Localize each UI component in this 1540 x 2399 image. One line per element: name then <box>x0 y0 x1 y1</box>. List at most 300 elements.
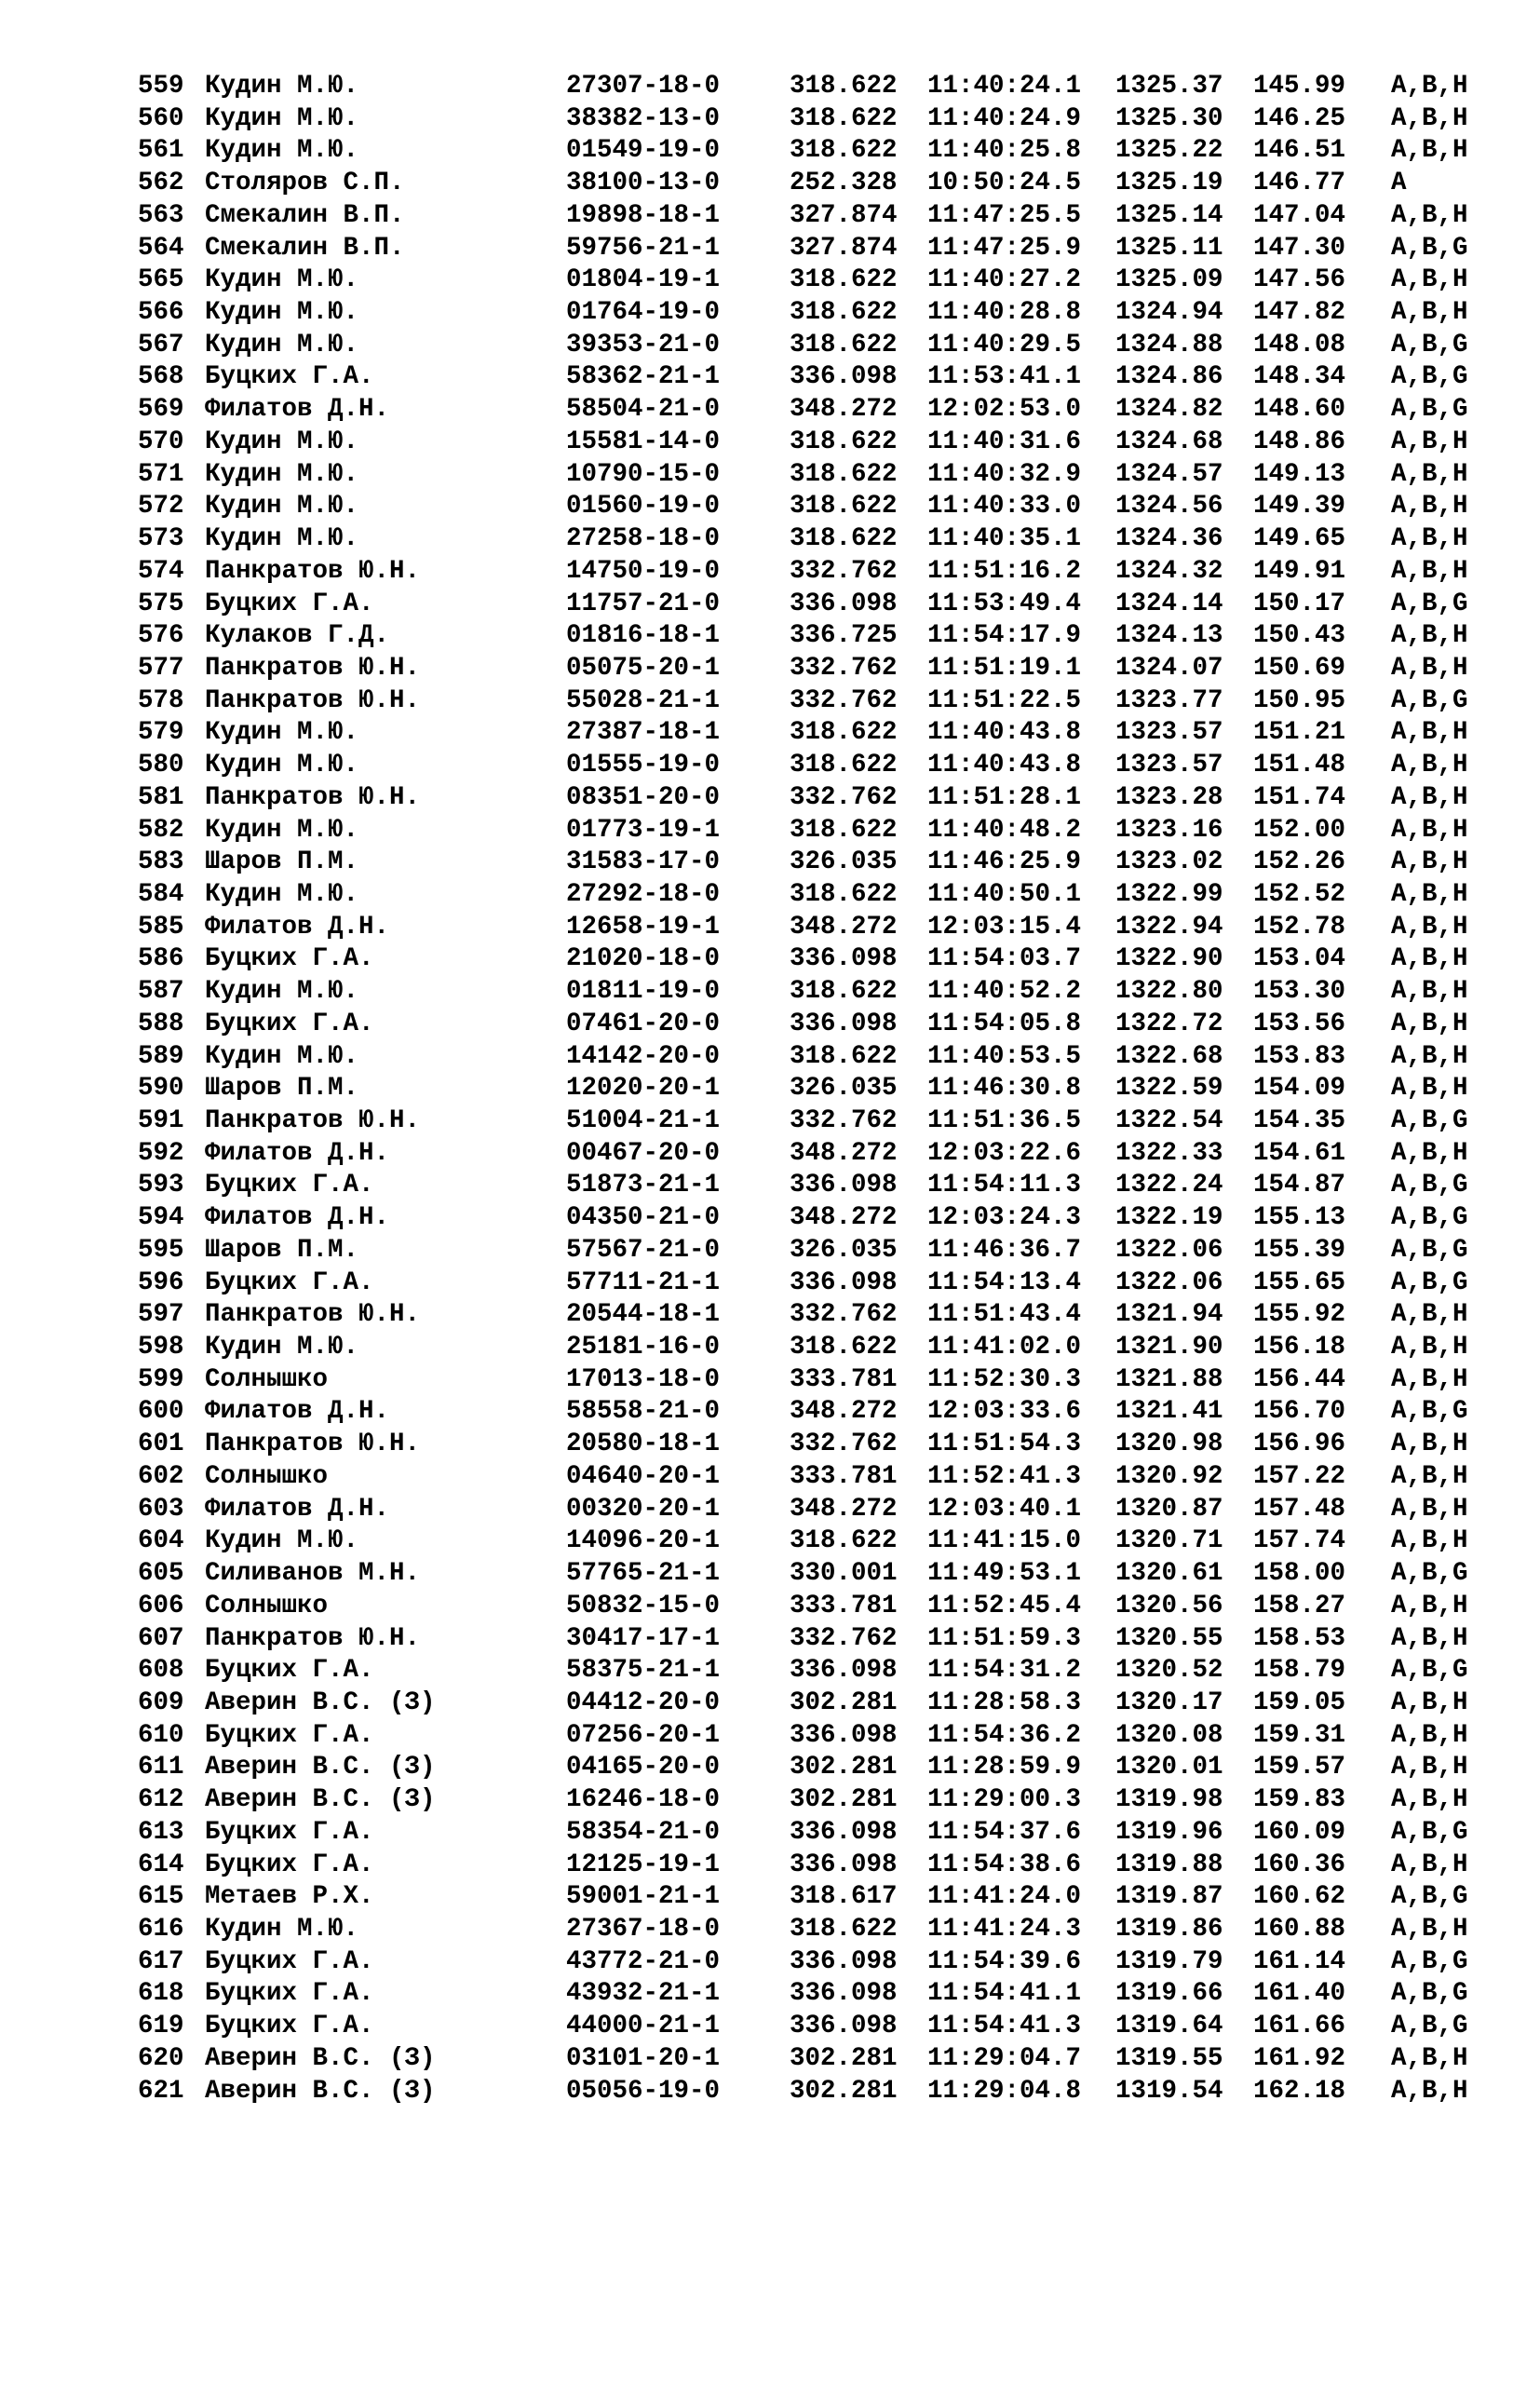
arrival-time: 11:52:45.4 <box>927 1591 1082 1620</box>
distance-km: 336.098 <box>790 1171 898 1200</box>
fancier-name: Аверин В.С. (З) <box>205 1687 436 1717</box>
speed-value: 1319.54 <box>1115 2076 1223 2106</box>
category-flags: A,B,H <box>1391 1785 1468 1815</box>
category-flags: A,B,G <box>1391 1979 1468 2009</box>
distance-km: 336.098 <box>790 362 898 392</box>
category-flags: A,B,H <box>1391 1720 1468 1750</box>
distance-km: 318.622 <box>790 330 898 359</box>
category-flags: A,B,H <box>1391 1591 1468 1620</box>
table-row <box>138 879 1479 912</box>
points-value: 154.35 <box>1253 1106 1346 1135</box>
category-flags: A,B,H <box>1391 136 1468 166</box>
distance-km: 302.281 <box>790 2076 898 2106</box>
points-value: 146.25 <box>1253 103 1346 133</box>
fancier-name: Солнышко <box>205 1364 329 1394</box>
fancier-name: Буцких Г.А. <box>205 1009 374 1038</box>
table-row <box>138 1073 1479 1105</box>
speed-value: 1325.37 <box>1115 72 1223 101</box>
distance-km: 332.762 <box>790 782 898 812</box>
speed-value: 1324.68 <box>1115 427 1223 456</box>
distance-km: 336.725 <box>790 621 898 651</box>
ring-number: 01555-19-0 <box>566 751 721 780</box>
speed-value: 1322.06 <box>1115 1267 1223 1297</box>
table-row <box>138 1202 1479 1235</box>
speed-value: 1323.77 <box>1115 685 1223 715</box>
fancier-name: Столяров С.П. <box>205 169 405 198</box>
speed-value: 1324.07 <box>1115 653 1223 683</box>
speed-value: 1322.80 <box>1115 977 1223 1007</box>
fancier-name: Филатов Д.Н. <box>205 1494 390 1524</box>
distance-km: 318.622 <box>790 265 898 295</box>
points-value: 152.26 <box>1253 847 1346 877</box>
points-value: 154.61 <box>1253 1138 1346 1168</box>
ring-number: 27387-18-1 <box>566 718 721 748</box>
speed-value: 1322.24 <box>1115 1171 1223 1200</box>
speed-value: 1324.36 <box>1115 524 1223 554</box>
table-row <box>138 1752 1479 1784</box>
arrival-time: 11:51:28.1 <box>927 782 1082 812</box>
category-flags: A,B,G <box>1391 1397 1468 1427</box>
arrival-time: 11:53:49.4 <box>927 589 1082 618</box>
speed-value: 1323.28 <box>1115 782 1223 812</box>
speed-value: 1320.08 <box>1115 1720 1223 1750</box>
points-value: 152.52 <box>1253 879 1346 909</box>
category-flags: A,B,H <box>1391 1687 1468 1717</box>
points-value: 152.00 <box>1253 815 1346 845</box>
category-flags: A,B,H <box>1391 751 1468 780</box>
place-number: 566 <box>138 298 184 328</box>
category-flags: A,B,H <box>1391 524 1468 554</box>
table-row <box>138 1170 1479 1202</box>
arrival-time: 11:29:00.3 <box>927 1785 1082 1815</box>
fancier-name: Аверин В.С. (З) <box>205 2043 436 2073</box>
table-row <box>138 1720 1479 1753</box>
table-row <box>138 1623 1479 1656</box>
category-flags: A,B,H <box>1391 1753 1468 1782</box>
fancier-name: Аверин В.С. (З) <box>205 1785 436 1815</box>
speed-value: 1319.66 <box>1115 1979 1223 2009</box>
ring-number: 10790-15-0 <box>566 459 721 489</box>
ring-number: 08351-20-0 <box>566 782 721 812</box>
ring-number: 01764-19-0 <box>566 298 721 328</box>
place-number: 588 <box>138 1009 184 1038</box>
distance-km: 336.098 <box>790 1009 898 1038</box>
speed-value: 1321.90 <box>1115 1333 1223 1362</box>
points-value: 149.39 <box>1253 492 1346 522</box>
fancier-name: Панкратов Ю.Н. <box>205 685 421 715</box>
distance-km: 326.035 <box>790 1235 898 1265</box>
place-number: 599 <box>138 1364 184 1394</box>
place-number: 592 <box>138 1138 184 1168</box>
fancier-name: Кудин М.Ю. <box>205 1041 359 1071</box>
table-row <box>138 1914 1479 1946</box>
distance-km: 318.622 <box>790 1914 898 1944</box>
points-value: 148.34 <box>1253 362 1346 392</box>
fancier-name: Кулаков Г.Д. <box>205 621 390 651</box>
points-value: 158.00 <box>1253 1559 1346 1589</box>
points-value: 153.04 <box>1253 944 1346 974</box>
speed-value: 1319.86 <box>1115 1914 1223 1944</box>
category-flags: A,B,G <box>1391 362 1468 392</box>
distance-km: 336.098 <box>790 2012 898 2041</box>
category-flags: A,B,H <box>1391 1623 1468 1653</box>
points-value: 146.51 <box>1253 136 1346 166</box>
points-value: 159.31 <box>1253 1720 1346 1750</box>
arrival-time: 12:03:24.3 <box>927 1203 1082 1233</box>
distance-km: 326.035 <box>790 1074 898 1104</box>
points-value: 155.65 <box>1253 1267 1346 1297</box>
fancier-name: Панкратов Ю.Н. <box>205 653 421 683</box>
speed-value: 1319.87 <box>1115 1882 1223 1912</box>
category-flags: A,B,H <box>1391 782 1468 812</box>
points-value: 153.56 <box>1253 1009 1346 1038</box>
speed-value: 1323.02 <box>1115 847 1223 877</box>
table-row <box>138 427 1479 459</box>
distance-km: 330.001 <box>790 1559 898 1589</box>
arrival-time: 11:54:17.9 <box>927 621 1082 651</box>
speed-value: 1324.94 <box>1115 298 1223 328</box>
distance-km: 318.617 <box>790 1882 898 1912</box>
distance-km: 327.874 <box>790 200 898 230</box>
place-number: 564 <box>138 233 184 263</box>
category-flags: A,B,H <box>1391 847 1468 877</box>
arrival-time: 11:40:24.9 <box>927 103 1082 133</box>
place-number: 618 <box>138 1979 184 2009</box>
place-number: 570 <box>138 427 184 456</box>
ring-number: 21020-18-0 <box>566 944 721 974</box>
arrival-time: 11:49:53.1 <box>927 1559 1082 1589</box>
distance-km: 327.874 <box>790 233 898 263</box>
ring-number: 07256-20-1 <box>566 1720 721 1750</box>
arrival-time: 11:54:41.1 <box>927 1979 1082 2009</box>
table-row <box>138 1105 1479 1138</box>
category-flags: A,B,H <box>1391 1364 1468 1394</box>
table-row <box>138 264 1479 297</box>
speed-value: 1320.01 <box>1115 1753 1223 1782</box>
fancier-name: Панкратов Ю.Н. <box>205 1430 421 1459</box>
table-row <box>138 233 1479 265</box>
place-number: 559 <box>138 72 184 101</box>
distance-km: 348.272 <box>790 912 898 942</box>
points-value: 158.79 <box>1253 1656 1346 1686</box>
fancier-name: Буцких Г.А. <box>205 1979 374 2009</box>
fancier-name: Кудин М.Ю. <box>205 524 359 554</box>
points-value: 155.92 <box>1253 1300 1346 1330</box>
ring-number: 27307-18-0 <box>566 72 721 101</box>
category-flags: A,B,G <box>1391 1656 1468 1686</box>
category-flags: A,B,G <box>1391 589 1468 618</box>
ring-number: 27367-18-0 <box>566 1914 721 1944</box>
fancier-name: Панкратов Ю.Н. <box>205 1300 421 1330</box>
distance-km: 318.622 <box>790 977 898 1007</box>
points-value: 147.56 <box>1253 265 1346 295</box>
place-number: 621 <box>138 2076 184 2106</box>
fancier-name: Солнышко <box>205 1461 329 1491</box>
place-number: 582 <box>138 815 184 845</box>
category-flags: A,B,G <box>1391 1817 1468 1847</box>
table-row <box>138 1138 1479 1171</box>
fancier-name: Аверин В.С. (З) <box>205 2076 436 2106</box>
category-flags: A,B,G <box>1391 1267 1468 1297</box>
ring-number: 25181-16-0 <box>566 1333 721 1362</box>
distance-km: 332.762 <box>790 556 898 586</box>
arrival-time: 11:40:35.1 <box>927 524 1082 554</box>
speed-value: 1319.98 <box>1115 1785 1223 1815</box>
fancier-name: Панкратов Ю.Н. <box>205 1106 421 1135</box>
arrival-time: 11:40:50.1 <box>927 879 1082 909</box>
distance-km: 318.622 <box>790 524 898 554</box>
ring-number: 27292-18-0 <box>566 879 721 909</box>
arrival-time: 11:54:11.3 <box>927 1171 1082 1200</box>
distance-km: 336.098 <box>790 1656 898 1686</box>
speed-value: 1319.64 <box>1115 2012 1223 2041</box>
points-value: 157.48 <box>1253 1494 1346 1524</box>
place-number: 605 <box>138 1559 184 1589</box>
category-flags: A,B,H <box>1391 653 1468 683</box>
ring-number: 01773-19-1 <box>566 815 721 845</box>
points-value: 147.04 <box>1253 200 1346 230</box>
speed-value: 1323.16 <box>1115 815 1223 845</box>
points-value: 159.05 <box>1253 1687 1346 1717</box>
points-value: 146.77 <box>1253 169 1346 198</box>
table-row <box>138 2043 1479 2076</box>
distance-km: 318.622 <box>790 879 898 909</box>
category-flags: A,B,H <box>1391 1430 1468 1459</box>
points-value: 155.13 <box>1253 1203 1346 1233</box>
place-number: 610 <box>138 1720 184 1750</box>
speed-value: 1322.33 <box>1115 1138 1223 1168</box>
table-row <box>138 1525 1479 1558</box>
place-number: 609 <box>138 1687 184 1717</box>
results-table <box>138 71 1479 2108</box>
ring-number: 14096-20-1 <box>566 1526 721 1556</box>
category-flags: A,B,G <box>1391 1171 1468 1200</box>
arrival-time: 11:54:36.2 <box>927 1720 1082 1750</box>
distance-km: 333.781 <box>790 1461 898 1491</box>
ring-number: 04165-20-0 <box>566 1753 721 1782</box>
table-row <box>138 1461 1479 1494</box>
distance-km: 302.281 <box>790 2043 898 2073</box>
arrival-time: 11:51:59.3 <box>927 1623 1082 1653</box>
table-row <box>138 1332 1479 1364</box>
fancier-name: Кудин М.Ю. <box>205 751 359 780</box>
distance-km: 336.098 <box>790 1850 898 1879</box>
ring-number: 00467-20-0 <box>566 1138 721 1168</box>
distance-km: 332.762 <box>790 685 898 715</box>
distance-km: 336.098 <box>790 1267 898 1297</box>
place-number: 571 <box>138 459 184 489</box>
table-row <box>138 1235 1479 1267</box>
fancier-name: Шаров П.М. <box>205 1235 359 1265</box>
speed-value: 1320.92 <box>1115 1461 1223 1491</box>
points-value: 157.74 <box>1253 1526 1346 1556</box>
table-row <box>138 200 1479 233</box>
arrival-time: 11:40:24.1 <box>927 72 1082 101</box>
arrival-time: 11:54:41.3 <box>927 2012 1082 2041</box>
arrival-time: 11:54:39.6 <box>927 1946 1082 1976</box>
ring-number: 57567-21-0 <box>566 1235 721 1265</box>
ring-number: 12125-19-1 <box>566 1850 721 1879</box>
distance-km: 318.622 <box>790 298 898 328</box>
ring-number: 55028-21-1 <box>566 685 721 715</box>
distance-km: 302.281 <box>790 1785 898 1815</box>
place-number: 606 <box>138 1591 184 1620</box>
fancier-name: Кудин М.Ю. <box>205 427 359 456</box>
place-number: 602 <box>138 1461 184 1491</box>
arrival-time: 12:03:40.1 <box>927 1494 1082 1524</box>
distance-km: 348.272 <box>790 1494 898 1524</box>
points-value: 150.17 <box>1253 589 1346 618</box>
ring-number: 20580-18-1 <box>566 1430 721 1459</box>
speed-value: 1322.19 <box>1115 1203 1223 1233</box>
fancier-name: Кудин М.Ю. <box>205 298 359 328</box>
category-flags: A,B,H <box>1391 265 1468 295</box>
category-flags: A,B,H <box>1391 912 1468 942</box>
points-value: 160.62 <box>1253 1882 1346 1912</box>
distance-km: 318.622 <box>790 459 898 489</box>
fancier-name: Буцких Г.А. <box>205 944 374 974</box>
points-value: 161.40 <box>1253 1979 1346 2009</box>
points-value: 145.99 <box>1253 72 1346 101</box>
place-number: 615 <box>138 1882 184 1912</box>
ring-number: 43772-21-0 <box>566 1946 721 1976</box>
category-flags: A,B,H <box>1391 1333 1468 1362</box>
place-number: 616 <box>138 1914 184 1944</box>
place-number: 607 <box>138 1623 184 1653</box>
table-row <box>138 685 1479 718</box>
fancier-name: Кудин М.Ю. <box>205 265 359 295</box>
points-value: 159.57 <box>1253 1753 1346 1782</box>
speed-value: 1322.68 <box>1115 1041 1223 1071</box>
table-row <box>138 1558 1479 1591</box>
points-value: 147.82 <box>1253 298 1346 328</box>
distance-km: 318.622 <box>790 718 898 748</box>
distance-km: 318.622 <box>790 136 898 166</box>
ring-number: 19898-18-1 <box>566 200 721 230</box>
table-row <box>138 1267 1479 1300</box>
points-value: 156.18 <box>1253 1333 1346 1362</box>
ring-number: 03101-20-1 <box>566 2043 721 2073</box>
distance-km: 332.762 <box>790 1623 898 1653</box>
points-value: 157.22 <box>1253 1461 1346 1491</box>
place-number: 596 <box>138 1267 184 1297</box>
fancier-name: Кудин М.Ю. <box>205 459 359 489</box>
ring-number: 57711-21-1 <box>566 1267 721 1297</box>
table-row <box>138 1978 1479 2011</box>
category-flags: A,B,G <box>1391 1946 1468 1976</box>
place-number: 563 <box>138 200 184 230</box>
ring-number: 31583-17-0 <box>566 847 721 877</box>
category-flags: A,B,H <box>1391 459 1468 489</box>
speed-value: 1319.79 <box>1115 1946 1223 1976</box>
fancier-name: Кудин М.Ю. <box>205 1914 359 1944</box>
place-number: 600 <box>138 1397 184 1427</box>
place-number: 569 <box>138 395 184 425</box>
ring-number: 04412-20-0 <box>566 1687 721 1717</box>
ring-number: 05075-20-1 <box>566 653 721 683</box>
ring-number: 30417-17-1 <box>566 1623 721 1653</box>
speed-value: 1320.17 <box>1115 1687 1223 1717</box>
speed-value: 1322.59 <box>1115 1074 1223 1104</box>
table-row <box>138 1494 1479 1526</box>
arrival-time: 11:46:30.8 <box>927 1074 1082 1104</box>
category-flags: A,B,H <box>1391 298 1468 328</box>
arrival-time: 11:41:24.3 <box>927 1914 1082 1944</box>
arrival-time: 11:54:05.8 <box>927 1009 1082 1038</box>
place-number: 613 <box>138 1817 184 1847</box>
category-flags: A,B,H <box>1391 1526 1468 1556</box>
speed-value: 1321.94 <box>1115 1300 1223 1330</box>
table-row <box>138 589 1479 621</box>
distance-km: 336.098 <box>790 1979 898 2009</box>
points-value: 150.43 <box>1253 621 1346 651</box>
points-value: 148.08 <box>1253 330 1346 359</box>
table-row <box>138 750 1479 782</box>
ring-number: 04350-21-0 <box>566 1203 721 1233</box>
category-flags: A,B,G <box>1391 395 1468 425</box>
category-flags: A,B,H <box>1391 621 1468 651</box>
table-row <box>138 1396 1479 1429</box>
table-row <box>138 491 1479 523</box>
table-row <box>138 168 1479 200</box>
speed-value: 1324.86 <box>1115 362 1223 392</box>
distance-km: 336.098 <box>790 1946 898 1976</box>
speed-value: 1325.11 <box>1115 233 1223 263</box>
arrival-time: 11:40:43.8 <box>927 751 1082 780</box>
distance-km: 326.035 <box>790 847 898 877</box>
fancier-name: Кудин М.Ю. <box>205 977 359 1007</box>
place-number: 611 <box>138 1753 184 1782</box>
points-value: 162.18 <box>1253 2076 1346 2106</box>
place-number: 573 <box>138 524 184 554</box>
arrival-time: 11:41:02.0 <box>927 1333 1082 1362</box>
place-number: 619 <box>138 2012 184 2041</box>
category-flags: A,B,H <box>1391 879 1468 909</box>
arrival-time: 11:28:59.9 <box>927 1753 1082 1782</box>
table-row <box>138 361 1479 394</box>
category-flags: A,B,H <box>1391 1461 1468 1491</box>
ring-number: 05056-19-0 <box>566 2076 721 2106</box>
distance-km: 318.622 <box>790 815 898 845</box>
distance-km: 348.272 <box>790 395 898 425</box>
speed-value: 1324.57 <box>1115 459 1223 489</box>
fancier-name: Кудин М.Ю. <box>205 492 359 522</box>
table-row <box>138 653 1479 685</box>
place-number: 603 <box>138 1494 184 1524</box>
points-value: 161.14 <box>1253 1946 1346 1976</box>
category-flags: A,B,H <box>1391 1300 1468 1330</box>
speed-value: 1322.94 <box>1115 912 1223 942</box>
points-value: 156.96 <box>1253 1430 1346 1459</box>
distance-km: 318.622 <box>790 1333 898 1362</box>
ring-number: 59756-21-1 <box>566 233 721 263</box>
fancier-name: Кудин М.Ю. <box>205 330 359 359</box>
table-row <box>138 912 1479 944</box>
table-row <box>138 1041 1479 1074</box>
place-number: 585 <box>138 912 184 942</box>
category-flags: A,B,H <box>1391 1074 1468 1104</box>
ring-number: 58362-21-1 <box>566 362 721 392</box>
arrival-time: 11:28:58.3 <box>927 1687 1082 1717</box>
place-number: 578 <box>138 685 184 715</box>
ring-number: 27258-18-0 <box>566 524 721 554</box>
ring-number: 58354-21-0 <box>566 1817 721 1847</box>
place-number: 572 <box>138 492 184 522</box>
category-flags: A,B,H <box>1391 1138 1468 1168</box>
arrival-time: 11:40:33.0 <box>927 492 1082 522</box>
speed-value: 1323.57 <box>1115 718 1223 748</box>
place-number: 561 <box>138 136 184 166</box>
